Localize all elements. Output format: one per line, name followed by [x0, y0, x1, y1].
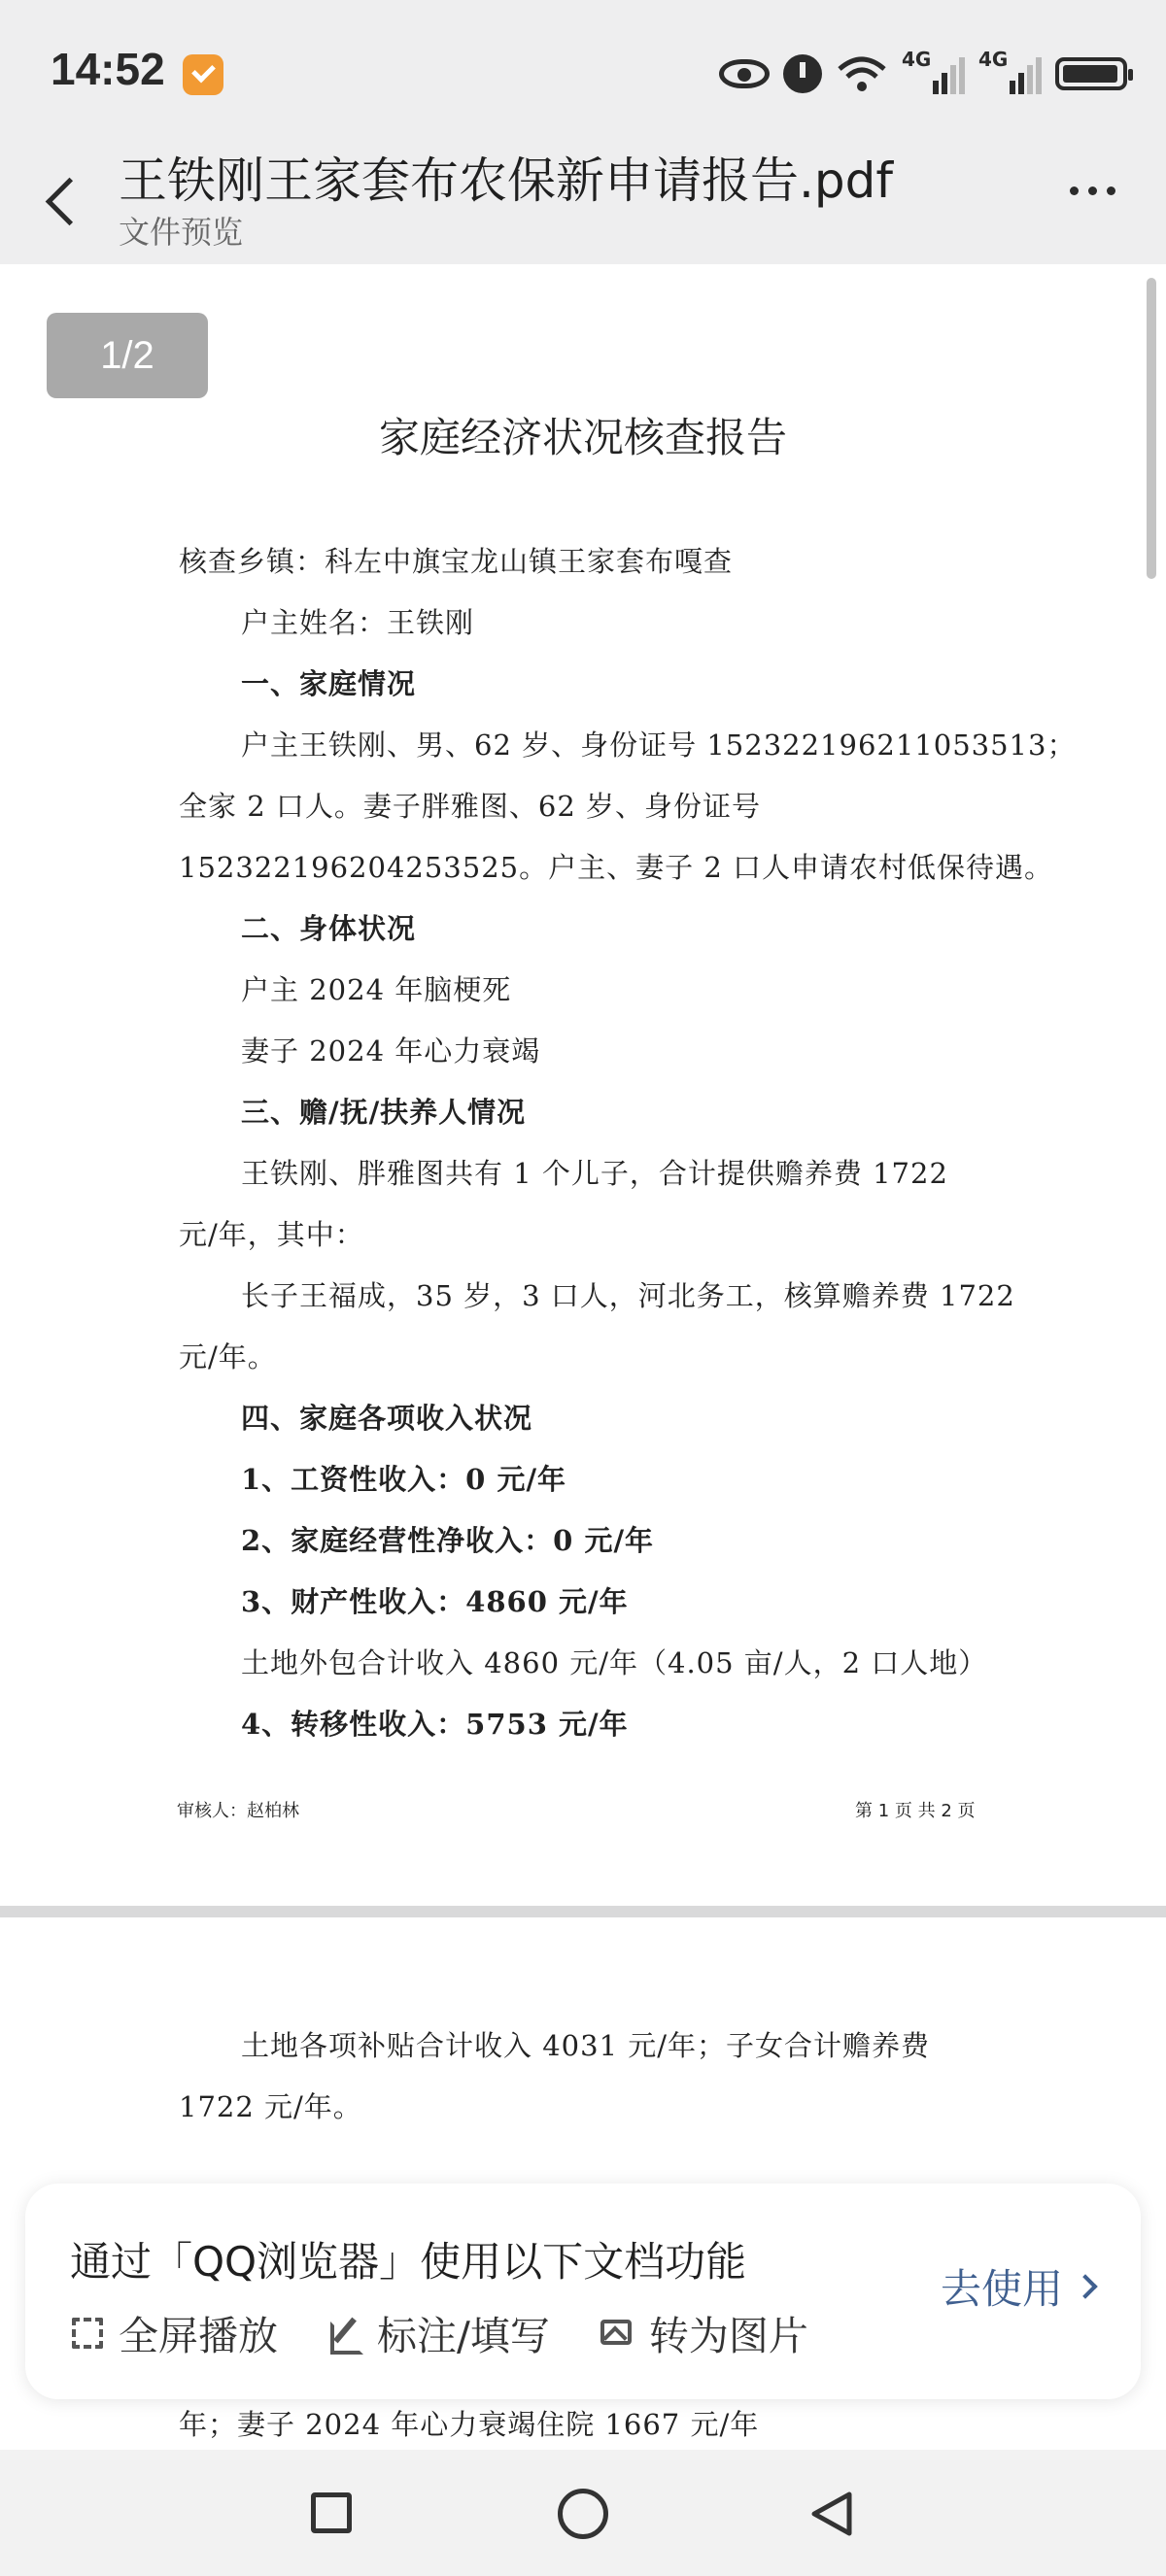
- battery-icon: [1055, 57, 1127, 90]
- document-viewer[interactable]: [0, 264, 1166, 2450]
- doc-line: 核查乡镇：科左中旗宝龙山镇王家套布嘎查: [179, 545, 734, 578]
- status-bar: [0, 0, 1166, 136]
- eye-icon: [719, 59, 770, 88]
- doc-line: 土地外包合计收入 4860 元/年（4.05 亩/人，2 口人地）: [241, 1646, 988, 1679]
- document-page-1: [0, 264, 1166, 1906]
- file-subtitle: 文件预览: [119, 214, 244, 251]
- doc-line: 户主王铁刚、男、62 岁、身份证号 152322196211053513；: [241, 729, 1077, 762]
- file-title: 王铁刚王家套布农保新申请报告.pdf: [119, 153, 893, 209]
- page-footer-reviewer: 审核人：赵柏林: [177, 1801, 299, 1821]
- doc-section-heading: 四、家庭各项收入状况: [241, 1402, 533, 1435]
- doc-section-heading: 一、家庭情况: [241, 667, 417, 700]
- feature-label: 全屏播放: [119, 2313, 278, 2359]
- doc-line: 年；妻子 2024 年心力衰竭住院 1667 元/年: [179, 2408, 760, 2441]
- signal-icon: [902, 48, 965, 94]
- back-arrow-icon[interactable]: [39, 167, 97, 235]
- doc-line: 3、财产性收入：4860 元/年: [241, 1585, 629, 1618]
- page-footer-number: 第 1 页 共 2 页: [855, 1801, 976, 1821]
- feature-annotate[interactable]: [328, 2304, 550, 2361]
- doc-line: 王铁刚、胖雅图共有 1 个儿子，合计提供赡养费 1722: [241, 1157, 948, 1190]
- back-triangle-icon[interactable]: [806, 2489, 857, 2539]
- doc-line: 长子王福成，35 岁，3 口人，河北务工，核算赡养费 1722: [241, 1279, 1015, 1312]
- doc-line: 2、家庭经营性净收入：0 元/年: [241, 1524, 655, 1557]
- feature-fullscreen[interactable]: [70, 2304, 278, 2361]
- doc-line: 1、工资性收入：0 元/年: [241, 1463, 567, 1496]
- status-icons: [719, 47, 1127, 101]
- feature-label: 标注/填写: [377, 2313, 550, 2359]
- chevron-right-icon: [1073, 2274, 1097, 2298]
- doc-line: 1722 元/年。: [179, 2090, 362, 2123]
- doc-line: 土地各项补贴合计收入 4031 元/年；子女合计赡养费: [241, 2029, 931, 2062]
- doc-line: 全家 2 口人。妻子胖雅图、62 岁、身份证号: [179, 790, 762, 823]
- feature-label: 转为图片: [648, 2313, 808, 2359]
- app-badge-icon: [183, 54, 223, 95]
- scrollbar[interactable]: [1147, 278, 1156, 579]
- doc-section-heading: 二、身体状况: [241, 912, 417, 945]
- clock: 14:52: [51, 44, 165, 94]
- doc-line: 元/年，其中：: [179, 1218, 364, 1251]
- doc-line: 妻子 2024 年心力衰竭: [241, 1034, 541, 1068]
- wifi-icon: [836, 53, 888, 94]
- doc-line: 户主姓名：王铁刚: [241, 606, 475, 639]
- doc-line: 152322196204253525。户主、妻子 2 口人申请农村低保待遇。: [179, 851, 1054, 884]
- home-icon[interactable]: [558, 2489, 608, 2539]
- go-use-button[interactable]: [941, 2257, 1094, 2316]
- image-icon: [600, 2316, 635, 2351]
- app-header: [0, 136, 1166, 264]
- document-heading: 家庭经济状况核查报告: [378, 414, 787, 461]
- qq-browser-banner[interactable]: [25, 2184, 1141, 2399]
- doc-line: 户主 2024 年脑梗死: [241, 973, 512, 1006]
- banner-text: 通过「QQ浏览器」使用以下文档功能: [70, 2238, 747, 2286]
- system-nav-bar: [0, 2450, 1166, 2576]
- doc-line: 4、转移性收入：5753 元/年: [241, 1708, 629, 1741]
- alarm-icon: [783, 54, 822, 93]
- edit-icon: [328, 2316, 363, 2351]
- go-use-label: 去使用: [940, 2265, 1063, 2313]
- page-indicator: 1/2: [47, 313, 208, 398]
- feature-to-image[interactable]: [600, 2304, 808, 2361]
- doc-line: 元/年。: [179, 1340, 277, 1373]
- network-label: 4G: [978, 48, 1009, 71]
- signal-icon: [978, 48, 1042, 94]
- banner-features: [70, 2304, 808, 2361]
- network-label: 4G: [902, 48, 932, 71]
- more-menu-icon[interactable]: [1070, 186, 1115, 195]
- fullscreen-icon: [70, 2316, 105, 2351]
- doc-section-heading: 三、赡/抚/扶养人情况: [241, 1096, 527, 1129]
- recents-icon[interactable]: [311, 2492, 352, 2533]
